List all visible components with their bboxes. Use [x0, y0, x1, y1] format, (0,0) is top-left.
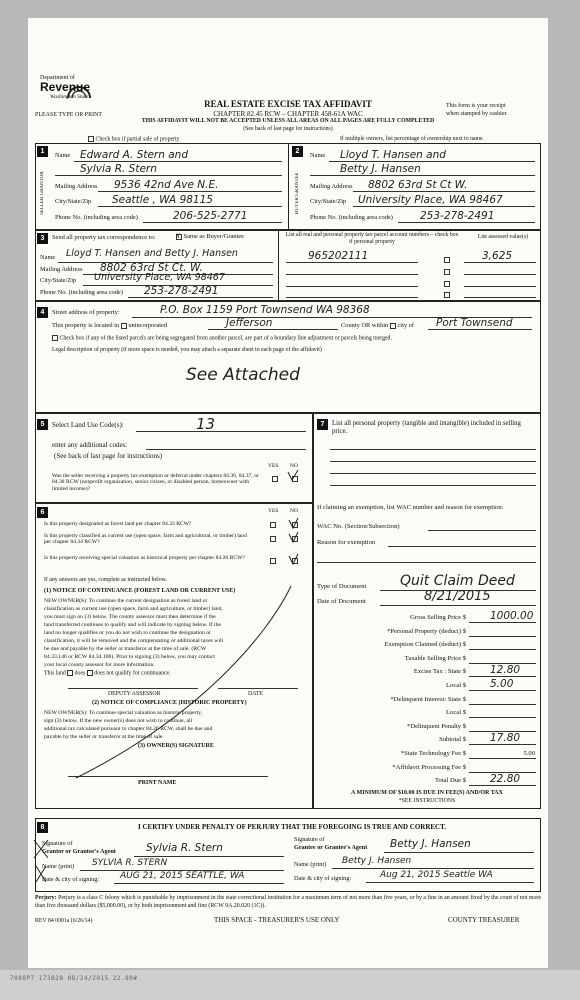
seller-grantor-label: SELLER GRANTOR	[40, 171, 45, 215]
please-type-label: PLEASE TYPE OR PRINT	[35, 112, 103, 118]
county-treasurer-label: COUNTY TREASURER	[448, 916, 520, 924]
parcel-4-personal-checkbox[interactable]	[444, 292, 450, 298]
section5-yes-header: YES	[268, 463, 279, 469]
section-2-number: 2	[292, 146, 303, 157]
current-use-yes-checkbox[interactable]	[270, 536, 276, 542]
revision-code: REV 84 0001a (6/26/14)	[35, 918, 93, 924]
grantee-date-label: Date & city of signing:	[294, 875, 352, 882]
section-7-number: 7	[317, 419, 328, 430]
fee-row-value[interactable]: 22.80	[490, 773, 521, 786]
exemption-claim-label: If claiming an exemption, list WAC number and reason for exemption:	[317, 504, 504, 511]
grantor-name-print-label: Name (print)	[42, 863, 75, 870]
section-4-number: 4	[37, 307, 48, 318]
does-label: does	[74, 670, 86, 677]
land-use-label: Select Land Use Code(s):	[52, 421, 124, 429]
notice2-line: additional tax calculated pursuant to chapter 84.26 RCW, shall be due and	[44, 726, 213, 732]
seller-city-state-zip[interactable]: Seattle , WA 98115	[112, 194, 213, 206]
buyer-city-state-zip[interactable]: University Place, WA 98467	[358, 194, 503, 206]
reason-exemption-label: Reason for exemption	[317, 539, 376, 546]
grantee-signature[interactable]: Betty J. Hansen	[390, 838, 471, 850]
seller-phone-label: Phone No. (including area code)	[55, 214, 138, 221]
grantee-sig-label-1: Signature of	[294, 836, 325, 843]
parcel-1-personal-checkbox[interactable]	[444, 257, 450, 263]
exemption-question: Was the seller receiving a property tax exemption or deferral under chapters 84.36, 84.37, or 84.38 RCW (nonprofit organization, senior citizen, or disabled person, homeowner with limited income)?	[52, 473, 259, 492]
not-accepted-notice: THIS AFFIDAVIT WILL NOT BE ACCEPTED UNLESS ALL AREAS ON ALL PAGES ARE FULLY COMPLETED	[141, 118, 435, 124]
fee-row-label: Subtotal $	[439, 736, 466, 744]
fee-row-label: Local $	[446, 709, 466, 717]
current-use-question: Is this property classified as current use (open space, farm and agricultural, or timber) land per chapter 84.34 RCW?	[44, 533, 247, 546]
fee-row-label: Gross Selling Price $	[410, 614, 466, 621]
unincorporated-checkbox[interactable]	[121, 323, 127, 329]
fee-row-label: *Personal Property (deduct) $	[387, 627, 466, 635]
assessed-header: List assessed value(s)	[477, 234, 529, 240]
notice-continuance-title: (1) NOTICE OF CONTINUANCE (FOREST LAND OR CURRENT USE)	[44, 588, 236, 594]
corr-name[interactable]: Lloyd T. Hansen and Betty J. Hansen	[66, 248, 238, 259]
same-as-buyer-checkbox[interactable]: x	[176, 229, 180, 240]
fee-row-label: *Delinquent Penalty $	[407, 722, 466, 730]
corr-city-label: City/State/Zip	[40, 277, 77, 284]
multiple-owners-note: If multiple owners, list percentage of ownership next to name.	[340, 136, 485, 142]
see-attached-text[interactable]: See Attached	[186, 365, 300, 385]
property-county[interactable]: Jefferson	[226, 317, 273, 329]
section-8-number: 8	[37, 822, 48, 833]
fee-row-label: *Affidavit Processing Fee $	[392, 763, 466, 771]
perjury-bold-label: Perjury:	[35, 895, 57, 901]
personal-property-label: List all personal property (tangible and intangible) included in selling price.	[332, 420, 521, 435]
parcel-number[interactable]: 965202111	[308, 250, 369, 262]
grantor-date-city[interactable]: AUG 21, 2015 SEATTLE, WA	[120, 871, 245, 881]
notice1-line: NEW OWNER(S): To continue the current designation as forest land or	[44, 598, 208, 604]
notice1-line: classification as current use (open space, farm and agriculture, or timber) land,	[44, 606, 223, 612]
exemption-yes-checkbox[interactable]	[272, 476, 278, 482]
unincorporated-label: unincorporated	[128, 322, 167, 329]
cashier-stamp: 7088P7 173B28 08/24/2015 22.80#	[10, 975, 138, 982]
section-6-number: 6	[37, 507, 48, 518]
corr-mailing-label: Mailing Address	[40, 266, 83, 273]
seller-city-label: City/State/Zip	[55, 198, 92, 205]
signature-x-mark	[32, 836, 52, 886]
treasurer-space-label: THIS SPACE - TREASURER'S USE ONLY	[214, 916, 340, 924]
buyer-name-1[interactable]: Lloyd T. Hansen and	[340, 149, 446, 161]
county-within-row	[341, 322, 414, 329]
additional-codes-label: enter any additional codes:	[52, 441, 128, 449]
grantor-date-label: Date & city of signing:	[42, 876, 100, 883]
strike-through-mark	[46, 578, 306, 783]
document-type[interactable]: Quit Claim Deed	[400, 573, 515, 589]
parcel-2-personal-checkbox[interactable]	[444, 269, 450, 275]
grantee-sig-label-2: Grantee or Grantee's Agent	[294, 844, 368, 851]
fee-row-label: Taxable Selling Price $	[404, 654, 466, 662]
same-as-buyer-label: Same as Buyer/Grantee	[183, 233, 244, 240]
send-correspondence-label: Send all property tax correspondence to:	[52, 234, 156, 241]
partial-sale-row	[88, 136, 179, 143]
corr-phone-label: Phone No. (including area code)	[40, 289, 123, 296]
located-in-label: This property is located in	[52, 322, 120, 329]
grantor-signature[interactable]: Sylvia R. Stern	[146, 842, 223, 854]
this-land-label: This land	[44, 670, 66, 677]
receipt-note-2: when stamped by cashier.	[446, 111, 508, 117]
notice1-line: classification, it will be removed and the compensating or additional taxes will	[44, 638, 224, 644]
notice-compliance-title: (2) NOTICE OF COMPLIANCE (HISTORIC PROPERTY)	[92, 700, 247, 706]
section-1-number: 1	[37, 146, 48, 157]
certify-statement: I CERTIFY UNDER PENALTY OF PERJURY THAT THE FOREGOING IS TRUE AND CORRECT.	[138, 823, 447, 831]
partial-sale-checkbox[interactable]	[88, 136, 94, 142]
fee-row-value[interactable]: 5.00	[490, 678, 514, 690]
notice1-line: land transferred continues to qualify and will indicate by signing below. If the	[44, 622, 222, 628]
if-yes-instructions: If any answers are yes, complete as instructed below.	[44, 577, 167, 583]
print-name-label: PRINT NAME	[138, 780, 177, 786]
seller-name-1[interactable]: Edward A. Stern and	[80, 149, 188, 161]
seller-name-2[interactable]: Sylvia R. Stern	[80, 163, 157, 175]
qualify-label: qualify for continuance.	[115, 670, 171, 677]
no-check-marks	[286, 468, 300, 568]
perjury-note	[35, 895, 541, 910]
segregated-checkbox[interactable]	[52, 335, 58, 341]
forest-yes-checkbox[interactable]	[270, 522, 276, 528]
same-as-buyer-row	[176, 229, 244, 240]
notice1-line: be due and payable by the seller or transferor at the time of sale. (RCW	[44, 646, 207, 652]
receipt-note-1: This form is your receipt	[446, 103, 506, 109]
corr-mailing-address[interactable]: 8802 63rd St Ct. W.	[100, 262, 203, 274]
fee-row-value[interactable]: 12.80	[490, 664, 521, 677]
buyer-name-label: Name	[310, 152, 326, 159]
fee-row-label: *Delinquent Interest: State $	[390, 695, 466, 703]
or-within-label: OR within	[361, 322, 389, 329]
section5-no-header: NO	[290, 463, 298, 469]
form-chapter: CHAPTER 82.45 RCW – CHAPTER 458-61A WAC	[213, 110, 363, 118]
buyer-grantee-label: BUYER GRANTEE	[295, 172, 300, 214]
land-use-see-back: (See back of last page for instructions)	[54, 452, 163, 460]
fee-row-value[interactable]: 17.80	[490, 732, 521, 745]
assessed-value[interactable]: 3,625	[482, 250, 513, 262]
segregated-label: Check box if any of the listed parcels are being segregated from another parcel, are part of a boundary line adjustment or parcels being merged.	[59, 335, 392, 342]
see-instructions-note: *SEE INSTRUCTIONS	[398, 798, 456, 804]
document-date[interactable]: 8/21/2015	[424, 589, 491, 604]
grantee-name-print-label: Name (print)	[294, 861, 327, 868]
fee-row-value[interactable]: 5.00	[523, 750, 535, 757]
notice2-line: NEW OWNER(S): To continue special valuation as historic property,	[44, 710, 203, 716]
grantor-sig-label-2: Grantor or Grantor's Agent	[42, 848, 116, 855]
county-label: County	[341, 322, 360, 329]
buyer-phone-label: Phone No. (including area code)	[310, 214, 393, 221]
corr-city-state-zip[interactable]: University Place, WA 98467	[94, 272, 225, 283]
grantor-sig-label-1: Signature of	[42, 840, 73, 847]
seller-mailing-address[interactable]: 9536 42nd Ave N.E.	[114, 179, 219, 191]
notice1-line: land no longer qualifies or you do not wish to continue the designation or	[44, 630, 211, 636]
fee-row-label: Local $	[446, 682, 466, 689]
historic-yes-checkbox[interactable]	[270, 558, 276, 564]
corr-phone[interactable]: 253-278-2491	[144, 285, 219, 297]
street-address-label: Street address of property:	[52, 309, 120, 316]
city-of-label: city of	[397, 322, 414, 329]
document-date-label: Date of Document	[317, 598, 366, 605]
land-use-code[interactable]: 13	[196, 415, 216, 433]
property-city[interactable]: Port Townsend	[436, 317, 513, 329]
section-3-number: 3	[37, 233, 48, 244]
legal-description-label: Legal description of property (if more space is needed, you may attach a separate sheet to each page of the affidavit)	[52, 347, 322, 353]
buyer-name-2[interactable]: Betty J. Hansen	[340, 163, 421, 175]
does-not-label: does not	[94, 670, 114, 677]
parcel-header: List all real and personal property tax parcel account numbers – check box if personal property	[285, 232, 459, 245]
department-of-label: Department of	[40, 75, 75, 81]
forest-land-question: Is this property designated as forest land per chapter 84.33 RCW?	[44, 521, 192, 527]
section-5-number: 5	[37, 419, 48, 430]
buyer-city-label: City/State/Zip	[310, 198, 347, 205]
partial-sale-label: Check box if partial sale of property	[95, 136, 180, 143]
buyer-mailing-label: Mailing Address	[310, 183, 353, 190]
fee-row-label: Exemption Claimed (deduct) $	[384, 641, 466, 649]
parcel-3-personal-checkbox[interactable]	[444, 281, 450, 287]
notice1-line: your local county assessor for more information.	[44, 662, 155, 668]
city-of-checkbox[interactable]	[390, 323, 396, 329]
affidavit-page	[28, 18, 548, 968]
grantor-name-print[interactable]: SYLVIA R. STERN	[92, 858, 168, 868]
fee-row-label: *State Technology Fee $	[400, 750, 466, 757]
washington-state-label: Washington State	[50, 94, 89, 100]
wac-number-label: WAC No. (Section/Subsection)	[317, 523, 400, 530]
located-in-row	[52, 322, 167, 329]
section6-yes-header: YES	[268, 508, 279, 514]
grantee-date-city[interactable]: Aug 21, 2015 Seattle WA	[380, 870, 493, 880]
notice1-line: 84.33.140 or RCW 84.34.108). Prior to signing (3) below, you may contact	[44, 654, 215, 660]
seller-mailing-label: Mailing Address	[55, 183, 98, 190]
fee-row-label: Total Due $	[434, 777, 466, 785]
grantee-name-print[interactable]: Betty J. Hansen	[342, 856, 412, 866]
buyer-phone[interactable]: 253-278-2491	[420, 210, 495, 222]
notice1-line: you must sign on (3) below. The county assessor must then determine if the	[44, 614, 216, 620]
property-street-address[interactable]: P.O. Box 1159 Port Townsend WA 98368	[160, 304, 370, 316]
notice2-line: payable by the seller or transferor at the time of sale.	[44, 734, 164, 740]
seller-name-label: Name	[55, 152, 71, 159]
historic-question: Is this property receiving special valuation as historical property per chapter 84.26 RCW?	[44, 555, 245, 561]
document-type-label: Type of Document	[317, 583, 367, 590]
perjury-text: Perjury is a class C felony which is punishable by imprisonment in the state correctional institution for a maximum term of not more than five years, or by a fine in an amount fixed by the court of not more than five thousand dollars ($5,000.00), or by both imprisonment and fine (RCW 9A.20.020 (1C)).	[35, 895, 541, 909]
owner-signature-label: (3) OWNER(S) SIGNATURE	[138, 743, 214, 749]
deputy-assessor-label: DEPUTY ASSESSOR	[108, 691, 161, 697]
minimum-fee-note: A MINIMUM OF $10.00 IS DUE IN FEE(S) AND/OR TAX	[351, 790, 503, 796]
seller-phone[interactable]: 206-525-2771	[173, 210, 248, 222]
form-title: REAL ESTATE EXCISE TAX AFFIDAVIT	[204, 99, 372, 109]
buyer-mailing-address[interactable]: 8802 63rd St Ct W.	[368, 179, 468, 191]
notice2-line: sign (3) below. If the new owner(s) does not wish to continue, all	[44, 718, 193, 724]
fee-row-value[interactable]: 1000.00	[490, 610, 534, 622]
see-back-note: (See back of last page for instructions)	[243, 126, 333, 132]
section6-no-header: NO	[290, 508, 298, 514]
deputy-date-label: DATE	[248, 691, 263, 697]
segregated-row	[52, 335, 392, 342]
fee-row-label: Excise Tax : State $	[413, 668, 466, 676]
revenue-label: Revenue	[40, 80, 91, 94]
corr-name-label: Name	[40, 254, 56, 261]
